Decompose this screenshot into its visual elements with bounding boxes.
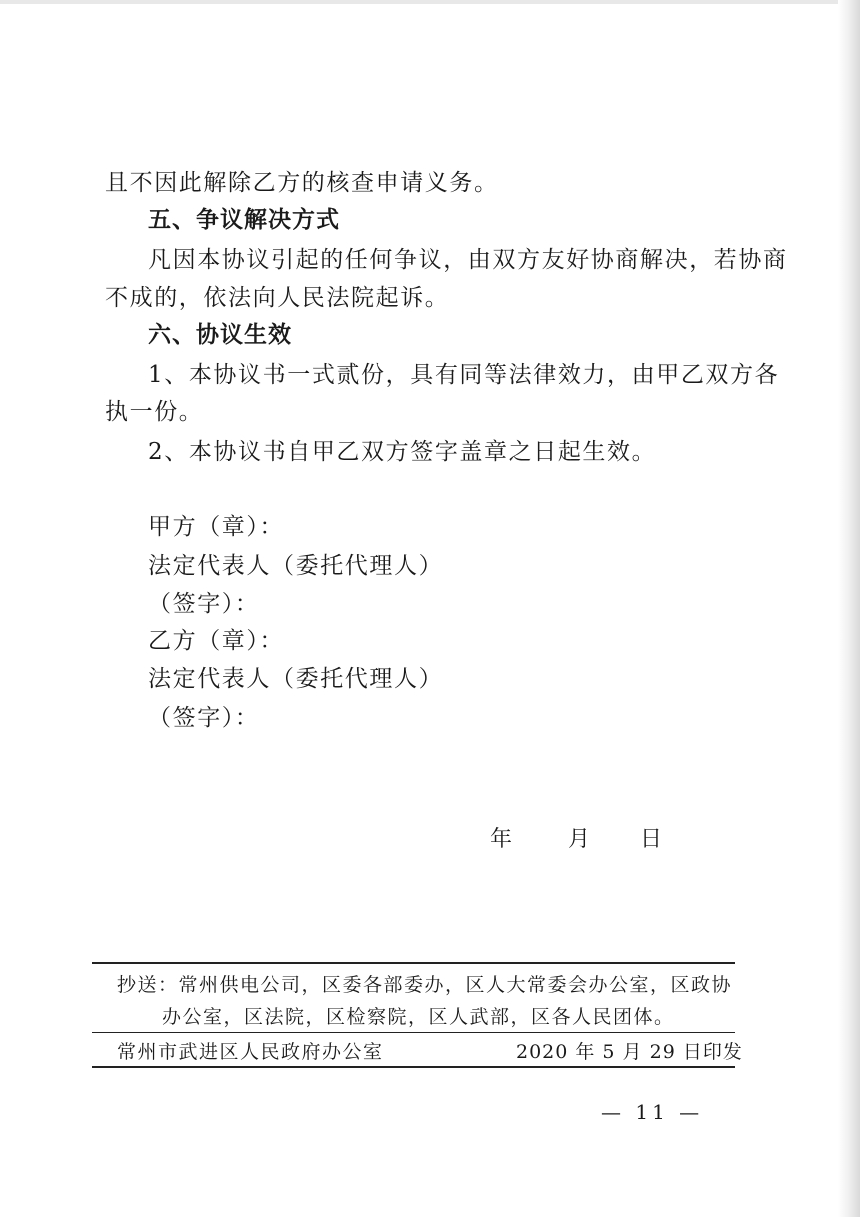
party-b-signature: （签字）： (148, 705, 260, 731)
cc-line: 抄送：常州供电公司，区委各部委办，区人大常委会办公室，区政协 (117, 974, 733, 996)
body-line: 且不因此解除乙方的核查申请义务。 (105, 170, 499, 196)
scan-right-edge (838, 0, 860, 1217)
section-heading-effect: 六、协议生效 (148, 322, 292, 348)
footer-middle-rule (92, 1032, 735, 1033)
date-month: 月 (568, 827, 591, 852)
footer-top-rule (92, 962, 735, 964)
party-b-representative: 法定代表人（委托代理人） (148, 666, 444, 692)
date-year: 年 (490, 827, 513, 852)
scan-top-edge (0, 0, 860, 4)
section-heading-dispute: 五、争议解决方式 (148, 207, 340, 233)
party-b-label: 乙方（章）： (148, 628, 285, 654)
body-line: 执一份。 (105, 399, 204, 425)
body-line: 1、本协议书一式贰份，具有同等法律效力，由甲乙双方各 (148, 362, 780, 388)
party-a-signature: （签字）： (148, 591, 260, 617)
body-line: 2、本协议书自甲乙双方签字盖章之日起生效。 (148, 439, 657, 465)
party-a-representative: 法定代表人（委托代理人） (148, 553, 444, 579)
body-line: 不成的，依法向人民法院起诉。 (105, 285, 450, 311)
cc-line: 办公室，区法院，区检察院，区人武部，区各人民团体。 (162, 1006, 675, 1028)
issuer: 常州市武进区人民政府办公室 (117, 1041, 384, 1063)
date-day: 日 (640, 827, 663, 852)
page-number: — 11 — (601, 1100, 704, 1124)
issue-date: 2020 年 5 月 29 日印发 (516, 1041, 743, 1063)
party-a-label: 甲方（章）： (148, 514, 285, 540)
body-line: 凡因本协议引起的任何争议，由双方友好协商解决，若协商 (148, 247, 788, 273)
footer-bottom-rule (92, 1066, 735, 1068)
